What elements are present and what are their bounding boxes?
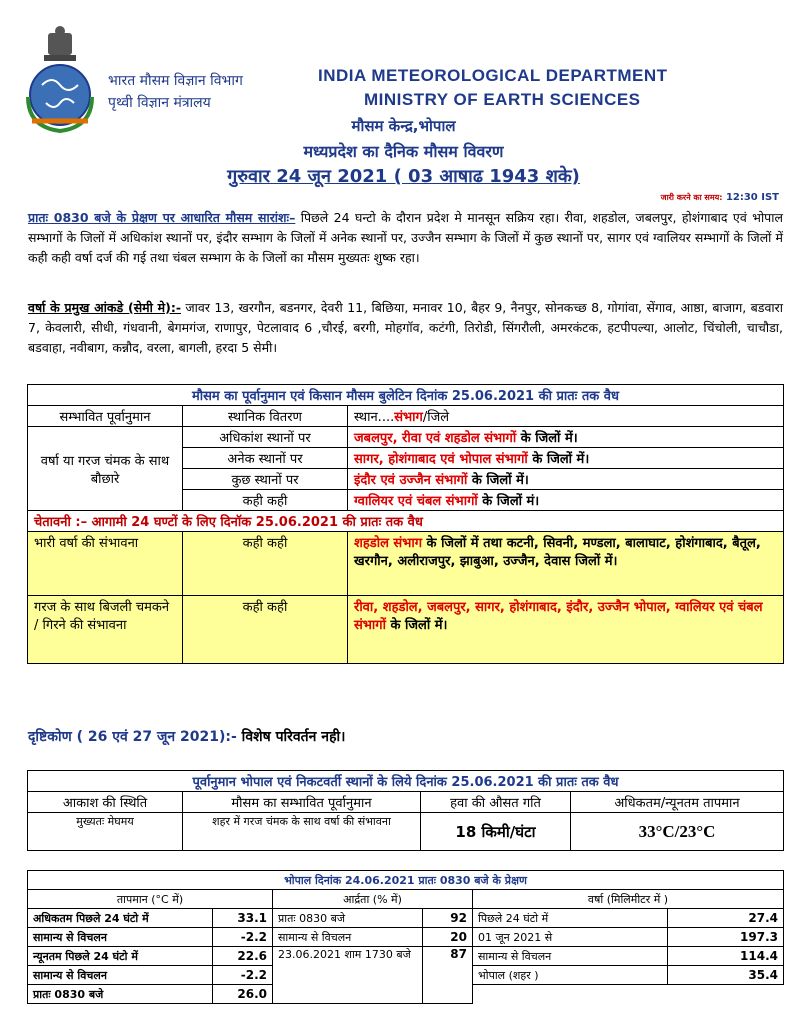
obs-t-val-2: 22.6: [213, 947, 273, 966]
forecast-category: वर्षा या गरज चंमक के साथ बौछारे: [28, 427, 183, 511]
obs-h-label-2: 23.06.2021 शाम 1730 बजे: [273, 947, 423, 1004]
obs-h-label-0: प्रातः 0830 बजे: [273, 909, 423, 928]
forecast-table: [27, 384, 784, 664]
bhopal-h4: अधिकतम/न्यूनतम तापमान: [571, 792, 784, 813]
obs-empty-cell: [473, 985, 668, 1004]
warn-dist-0: कही कही: [183, 532, 348, 596]
rain-text: जावर 13, खरगौन, बडनगर, देवरी 11, बिछिया, मनावर 10, बैहर 9, नैनपुर, सोनकच्छ 8, गोगांवा, सेंगाव, आष्ठा, बाजाग, बडवारा 7, केवलारी, सीधी, गंधवानी, बेगमगंज, राणापुर, पेटलावाद 6 ,चौरई, बरगी, मोहगॉव, कटंगी, तिरोडी, सिंगरौली, अमरकंटक, हटपीपल्या, आलोट, चिंचोली, चाचौडा, बडवाहा, नवीबाग, कन्नौद, वरला, बागली, हरदा 5 सेमी।: [28, 300, 783, 355]
summary-label: प्रातः 0830 बजे के प्रेक्षण पर आधारित मौसम सारांशः–: [28, 210, 296, 225]
outlook-text: विशेष परिवर्तन नही।: [236, 729, 346, 745]
bhopal-forecast-table: [27, 770, 784, 851]
fc-area-1-suffix: के जिलों में।: [527, 452, 590, 467]
outlook: [28, 727, 345, 746]
fc-dist-0: अधिकांश स्थानों पर: [183, 427, 348, 448]
report-date: गुरुवार 24 जून 2021 ( 03 आषाढ 1943 शके): [227, 166, 580, 187]
col3-c: /जिले: [422, 410, 450, 425]
obs-empty-cell-2: [668, 985, 784, 1004]
obs-h-label-1: सामान्य से विचलन: [273, 928, 423, 947]
fc-area-2: [348, 469, 784, 490]
fc-area-3-suffix: के जिलों मं।: [477, 494, 540, 509]
fc-area-2-suffix: के जिलों में।: [467, 473, 529, 488]
warn-area-1: [348, 596, 784, 664]
obs-r-val-1: 197.3: [668, 928, 784, 947]
kendra-title: मौसम केन्द्र,भोपाल: [351, 117, 456, 135]
warn-type-0: भारी वर्षा की संभावना: [28, 532, 183, 596]
warn-area-1-red: रीवा, शहडोल, जबलपुर, सागर, होशंगाबाद, इंदौर, उज्जैन भोपाल, ग्वालियर एवं चंबल संभागों: [354, 600, 763, 633]
warning-title: चेतावनी :– आगामी 24 घण्टों के लिए दिनॉक 25.06.2021 की प्रातः तक वैध: [28, 511, 784, 532]
obs-h-val-2: 87: [423, 947, 473, 1004]
page-title: मध्यप्रदेश का दैनिक मौसम विवरण: [303, 142, 504, 161]
obs-t-val-4: 26.0: [213, 985, 273, 1004]
warn-area-0-red: शहडोल संभाग: [354, 536, 423, 551]
bhopal-v1: मुख्यतः मेघमय: [28, 813, 183, 851]
obs-r-label-2: सामान्य से विचलन: [473, 947, 668, 966]
fc-dist-1: अनेक स्थानों पर: [183, 448, 348, 469]
rainfall-data: [28, 298, 783, 358]
obs-t-val-1: -2.2: [213, 928, 273, 947]
warn-area-0-text: के जिलों में तथा कटनी, सिवनी, मण्डला, बालाघाट, होशंगाबाद, बैतूल, खरगौन, अलीराजपुर, झाबुआ, उज्जैन, देवास जिलों में।: [354, 536, 761, 569]
obs-t-label-4: प्रातः 0830 बजे: [28, 985, 213, 1004]
obs-h-temp: तापमान (°C में): [28, 890, 273, 909]
bhopal-h1: आकाश की स्थिति: [28, 792, 183, 813]
obs-t-label-1: सामान्य से विचलन: [28, 928, 213, 947]
warn-area-1-text: के जिलों में।: [385, 618, 448, 633]
forecast-col3: [348, 406, 784, 427]
fc-dist-3: कही कही: [183, 490, 348, 511]
forecast-col2: स्थानिक वितरण: [183, 406, 348, 427]
warn-area-0: [348, 532, 784, 596]
fc-area-3: [348, 490, 784, 511]
observation-table: [27, 870, 784, 1004]
obs-t-val-0: 33.1: [213, 909, 273, 928]
bhopal-title: पूर्वानुमान भोपाल एवं निकटवर्ती स्थानों के लिये दिनांक 25.06.2021 की प्रातः तक वैध: [28, 771, 784, 792]
obs-r-label-0: पिछले 24 घंटो में: [473, 909, 668, 928]
obs-h-val-1: 20: [423, 928, 473, 947]
fc-area-0: [348, 427, 784, 448]
fc-area-2-red: इंदौर एवं उज्जैन संभागों: [354, 473, 468, 488]
rain-label: वर्षा के प्रमुख आंकडे (सेमी मे):-: [28, 300, 182, 315]
obs-r-label-1: 01 जून 2021 से: [473, 928, 668, 947]
dept-hindi-line2: पृथ्वी विज्ञान मंत्रालय: [108, 95, 211, 111]
col3-b: संभाग: [394, 410, 423, 425]
obs-r-label-3: भोपाल (शहर ): [473, 966, 668, 985]
summary-text: पिछले 24 घन्टो के दौरान प्रदेश मे मानसून सक्रिय रहा। रीवा, शहडोल, जबलपुर, होशंगाबाद एवं भोपाल सम्भागों के जिलों में अधिकांश स्थानों पर, इंदौर सम्भाग के जिलों में अनेक स्थानों पर, उज्जैन सम्भाग के जिलों में कुछ स्थानों पर, सागर एवं ग्वालियर सम्भागों के जिलों में कही कही वर्षा दर्ज की गई तथा चंबल सम्भाग के के जिलों का मौसम मुख्यतः शुष्क रहा।: [28, 210, 783, 265]
fc-dist-2: कुछ स्थानों पर: [183, 469, 348, 490]
dept-english-line2: MINISTRY OF EARTH SCIENCES: [364, 90, 641, 109]
warn-dist-1: कही कही: [183, 596, 348, 664]
bhopal-v2: शहर में गरज चंमक के साथ वर्षा की संभावना: [183, 813, 421, 851]
bhopal-v4: 33°C/23°C: [571, 813, 784, 851]
bhopal-v3: 18 किमी/घंटा: [421, 813, 571, 851]
bhopal-h2: मौसम का सम्भावित पूर्वानुमान: [183, 792, 421, 813]
fc-area-3-red: ग्वालियर एवं चंबल संभागों: [354, 494, 478, 509]
outlook-label: दृष्टिकोण ( 26 एवं 27 जून 2021):-: [28, 729, 237, 745]
dept-hindi-line1: भारत मौसम विज्ञान विभाग: [108, 73, 243, 89]
fc-area-1-red: सागर, होशंगाबाद एवं भोपाल संभागों: [354, 452, 528, 467]
warn-type-1: गरज के साथ बिजली चमकने / गिरने की संभावना: [28, 596, 183, 664]
obs-h-rain: वर्षा (मिलिमीटर में ): [473, 890, 784, 909]
fc-area-1: [348, 448, 784, 469]
obs-t-label-2: न्यूनतम पिछले 24 घंटो में: [28, 947, 213, 966]
fc-area-0-suffix: के जिलों में।: [516, 431, 578, 446]
fc-area-0-red: जबलपुर, रीवा एवं शहडोल संभागों: [354, 431, 517, 446]
obs-title: भोपाल दिनांक 24.06.2021 प्रातः 0830 बजे के प्रेक्षण: [28, 871, 784, 890]
dept-english-line1: INDIA METEOROLOGICAL DEPARTMENT: [318, 66, 668, 85]
forecast-title: मौसम का पूर्वानुमान एवं किसान मौसम बुलेटिन दिनांक 25.06.2021 की प्रातः तक वैध: [28, 385, 784, 406]
issue-time-value: 12:30 IST: [725, 192, 779, 203]
obs-r-val-2: 114.4: [668, 947, 784, 966]
obs-h-hum: आर्द्रता (% में): [273, 890, 473, 909]
bhopal-h3: हवा की औसत गति: [421, 792, 571, 813]
obs-r-val-3: 35.4: [668, 966, 784, 985]
obs-t-val-3: -2.2: [213, 966, 273, 985]
weather-summary: [28, 208, 783, 268]
forecast-col1: सम्भावित पूर्वानुमान: [28, 406, 183, 427]
issue-time-label: जारी करने का समय:: [660, 193, 723, 202]
dept-english: [318, 64, 668, 112]
issue-time: [661, 192, 779, 203]
dept-hindi: [108, 70, 243, 114]
col3-a: स्थान....: [354, 410, 395, 425]
obs-h-val-0: 92: [423, 909, 473, 928]
obs-r-val-0: 27.4: [668, 909, 784, 928]
obs-t-label-3: सामान्य से विचलन: [28, 966, 213, 985]
obs-t-label-0: अधिकतम पिछले 24 घंटो में: [28, 909, 213, 928]
